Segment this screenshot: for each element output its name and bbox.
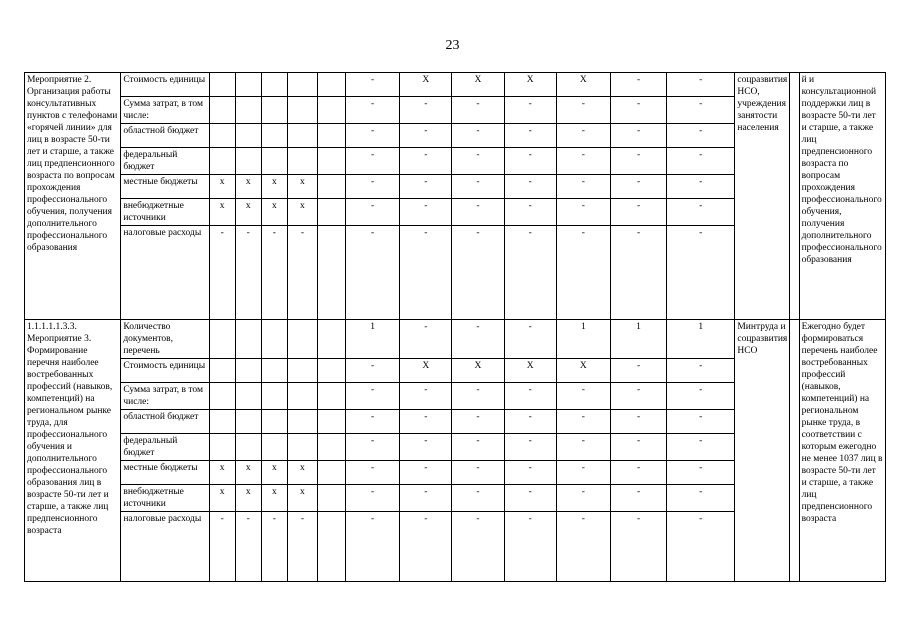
value-cell: - (400, 410, 452, 434)
program-table (24, 72, 886, 582)
value-cell: - (400, 383, 452, 410)
value-cell: - (610, 512, 666, 582)
value-cell: X (556, 73, 610, 97)
value-cell: - (452, 97, 504, 124)
value-cell (317, 383, 345, 410)
value-cell: - (556, 226, 610, 320)
value-cell (317, 73, 345, 97)
value-cell (209, 148, 235, 175)
indicator-label: внебюджетные источники (121, 199, 209, 226)
value-cell (235, 124, 261, 148)
value-cell: - (556, 512, 610, 582)
value-cell (261, 434, 287, 461)
value-cell (317, 461, 345, 485)
value-cell: - (610, 434, 666, 461)
value-cell: - (346, 226, 400, 320)
value-cell: - (556, 124, 610, 148)
value-cell: - (504, 97, 556, 124)
value-cell: - (504, 383, 556, 410)
result-cell: Ежегодно будет формироваться перечень наиболее востребованных профессий (навыков, компетенций) на региональном рынке труда, в соответствии с которым ежегодно не менее 1037 лиц в возрасте 50-ти лет и старше, а также лиц предпенсионного возраста (799, 320, 885, 582)
value-cell (317, 124, 345, 148)
value-cell: - (556, 199, 610, 226)
value-cell: - (400, 512, 452, 582)
value-cell: x (287, 461, 317, 485)
value-cell: - (346, 410, 400, 434)
value-cell (235, 383, 261, 410)
value-cell: - (209, 226, 235, 320)
value-cell: - (556, 175, 610, 199)
value-cell: - (400, 97, 452, 124)
value-cell: - (610, 73, 666, 97)
value-cell: x (209, 199, 235, 226)
value-cell: - (610, 226, 666, 320)
value-cell: X (504, 359, 556, 383)
value-cell: - (556, 410, 610, 434)
result-cell: й и консультационной поддержки лиц в возрасте 50-ти лет и старше, а также лиц предпенсионного возраста по вопросам прохождения профессионального обучения, получения дополнительного профессионального образования (799, 73, 885, 320)
value-cell (287, 148, 317, 175)
value-cell: - (235, 226, 261, 320)
value-cell: - (452, 485, 504, 512)
value-cell: - (504, 148, 556, 175)
value-cell: - (504, 512, 556, 582)
value-cell: - (346, 124, 400, 148)
value-cell: - (667, 383, 735, 410)
value-cell (261, 148, 287, 175)
value-cell: - (556, 148, 610, 175)
table-body (25, 73, 886, 582)
value-cell: 1 (610, 320, 666, 359)
page-number: 23 (445, 38, 460, 53)
value-cell (209, 73, 235, 97)
value-cell: X (556, 359, 610, 383)
indicator-label: местные бюджеты (121, 461, 209, 485)
value-cell (317, 97, 345, 124)
table-row (25, 320, 886, 359)
value-cell: - (261, 226, 287, 320)
value-cell (287, 124, 317, 148)
value-cell (209, 359, 235, 383)
value-cell: - (667, 124, 735, 148)
value-cell: - (504, 410, 556, 434)
value-cell (261, 320, 287, 359)
value-cell: x (235, 175, 261, 199)
activity-cell: 1.1.1.1.1.3.3. Мероприятие 3. Формирование перечня наиболее востребованных профессий (навыков, компетенций) на региональном рынке труда, для профессионального обучения и дополнительного профессионального образования лиц в возрасте 50-ти лет и старше, а также лиц предпенсионного возраста (25, 320, 121, 582)
value-cell (209, 383, 235, 410)
value-cell: x (235, 199, 261, 226)
value-cell (209, 410, 235, 434)
value-cell: - (346, 512, 400, 582)
value-cell (287, 383, 317, 410)
value-cell (317, 175, 345, 199)
value-cell: - (452, 512, 504, 582)
value-cell: X (452, 359, 504, 383)
value-cell: - (452, 320, 504, 359)
value-cell: - (209, 512, 235, 582)
value-cell: x (287, 175, 317, 199)
value-cell: - (452, 434, 504, 461)
value-cell: X (400, 73, 452, 97)
value-cell: - (610, 97, 666, 124)
value-cell: - (667, 410, 735, 434)
value-cell (317, 148, 345, 175)
value-cell: - (452, 226, 504, 320)
value-cell: - (556, 461, 610, 485)
value-cell: - (452, 410, 504, 434)
activity-cell: Мероприятие 2. Организация работы консультативных пунктов с телефонами «горячей линии» для лиц в возрасте 50-ти лет и старше, а также лиц предпенсионного возраста по вопросам прохождения профессионального обучения, получения дополнительного профессионального образования (25, 73, 121, 320)
value-cell (235, 410, 261, 434)
value-cell: - (667, 461, 735, 485)
value-cell: - (667, 199, 735, 226)
value-cell (261, 97, 287, 124)
value-cell (261, 73, 287, 97)
value-cell (209, 320, 235, 359)
indicator-label: налоговые расходы (121, 226, 209, 320)
value-cell: - (556, 434, 610, 461)
value-cell: x (261, 485, 287, 512)
value-cell: - (261, 512, 287, 582)
value-cell: - (504, 226, 556, 320)
value-cell: x (261, 199, 287, 226)
indicator-label: налоговые расходы (121, 512, 209, 582)
spacer-cell (789, 73, 799, 320)
value-cell: - (504, 199, 556, 226)
value-cell: - (667, 512, 735, 582)
value-cell (235, 148, 261, 175)
value-cell: - (400, 226, 452, 320)
value-cell: - (287, 226, 317, 320)
value-cell: x (287, 199, 317, 226)
value-cell: - (556, 485, 610, 512)
value-cell: - (504, 175, 556, 199)
value-cell: - (610, 148, 666, 175)
value-cell (287, 410, 317, 434)
value-cell: 1 (346, 320, 400, 359)
value-cell: X (400, 359, 452, 383)
value-cell (317, 485, 345, 512)
value-cell (235, 359, 261, 383)
value-cell: - (610, 175, 666, 199)
value-cell (209, 97, 235, 124)
spacer-cell (789, 320, 799, 582)
value-cell (261, 410, 287, 434)
value-cell: - (400, 124, 452, 148)
value-cell: - (667, 485, 735, 512)
value-cell: - (504, 434, 556, 461)
value-cell (235, 320, 261, 359)
value-cell: - (346, 175, 400, 199)
indicator-label: местные бюджеты (121, 175, 209, 199)
value-cell: - (346, 485, 400, 512)
value-cell: - (452, 124, 504, 148)
value-cell (209, 124, 235, 148)
value-cell: - (610, 461, 666, 485)
value-cell (317, 226, 345, 320)
value-cell (317, 410, 345, 434)
value-cell: - (504, 485, 556, 512)
value-cell (317, 199, 345, 226)
value-cell: - (667, 359, 735, 383)
value-cell: - (346, 199, 400, 226)
value-cell: - (452, 175, 504, 199)
value-cell (209, 434, 235, 461)
value-cell: - (400, 148, 452, 175)
value-cell: - (667, 175, 735, 199)
value-cell: - (504, 124, 556, 148)
value-cell: X (452, 73, 504, 97)
value-cell: x (235, 485, 261, 512)
value-cell: - (346, 97, 400, 124)
value-cell: x (209, 175, 235, 199)
value-cell (235, 434, 261, 461)
value-cell: - (400, 199, 452, 226)
value-cell: - (452, 383, 504, 410)
indicator-label: Сумма затрат, в том числе: (121, 97, 209, 124)
indicator-label: внебюджетные источники (121, 485, 209, 512)
value-cell: x (287, 485, 317, 512)
value-cell: - (346, 73, 400, 97)
value-cell: - (346, 383, 400, 410)
value-cell: - (610, 124, 666, 148)
value-cell: - (400, 320, 452, 359)
executor-cell: соцразвития НСО, учреждения занятости населения (735, 73, 789, 320)
value-cell: X (504, 73, 556, 97)
value-cell (317, 434, 345, 461)
value-cell: - (346, 434, 400, 461)
value-cell (287, 97, 317, 124)
value-cell: - (667, 226, 735, 320)
value-cell: - (504, 461, 556, 485)
value-cell: 1 (667, 320, 735, 359)
value-cell: x (209, 461, 235, 485)
value-cell: - (667, 73, 735, 97)
value-cell: - (556, 97, 610, 124)
value-cell: - (452, 199, 504, 226)
value-cell: - (400, 434, 452, 461)
value-cell (261, 383, 287, 410)
executor-cell: Минтруда и соцразвития НСО (735, 320, 789, 582)
value-cell: - (452, 461, 504, 485)
value-cell: - (235, 512, 261, 582)
table-row (25, 73, 886, 97)
value-cell: - (452, 148, 504, 175)
value-cell (287, 434, 317, 461)
value-cell: - (400, 485, 452, 512)
indicator-label: федеральный бюджет (121, 434, 209, 461)
value-cell: - (400, 461, 452, 485)
indicator-label: Стоимость единицы (121, 359, 209, 383)
value-cell: - (287, 512, 317, 582)
value-cell (235, 73, 261, 97)
value-cell: - (610, 383, 666, 410)
value-cell (287, 320, 317, 359)
indicator-label: областной бюджет (121, 124, 209, 148)
indicator-label: Стоимость единицы (121, 73, 209, 97)
value-cell: - (610, 485, 666, 512)
value-cell: - (610, 359, 666, 383)
value-cell: x (261, 461, 287, 485)
value-cell (317, 320, 345, 359)
indicator-label: федеральный бюджет (121, 148, 209, 175)
value-cell: 1 (556, 320, 610, 359)
value-cell: x (209, 485, 235, 512)
value-cell: - (504, 320, 556, 359)
value-cell (287, 359, 317, 383)
value-cell (261, 124, 287, 148)
value-cell (235, 97, 261, 124)
value-cell: - (610, 199, 666, 226)
value-cell: x (261, 175, 287, 199)
value-cell: - (346, 461, 400, 485)
value-cell: - (667, 434, 735, 461)
value-cell: - (346, 359, 400, 383)
indicator-label: Сумма затрат, в том числе: (121, 383, 209, 410)
value-cell: - (346, 148, 400, 175)
value-cell: - (556, 383, 610, 410)
value-cell (317, 512, 345, 582)
value-cell: - (610, 410, 666, 434)
indicator-label: областной бюджет (121, 410, 209, 434)
value-cell (317, 359, 345, 383)
value-cell: - (667, 97, 735, 124)
value-cell (261, 359, 287, 383)
value-cell: - (667, 148, 735, 175)
indicator-label: Количество документов, перечень (121, 320, 209, 359)
value-cell: x (235, 461, 261, 485)
value-cell: - (400, 175, 452, 199)
value-cell (287, 73, 317, 97)
